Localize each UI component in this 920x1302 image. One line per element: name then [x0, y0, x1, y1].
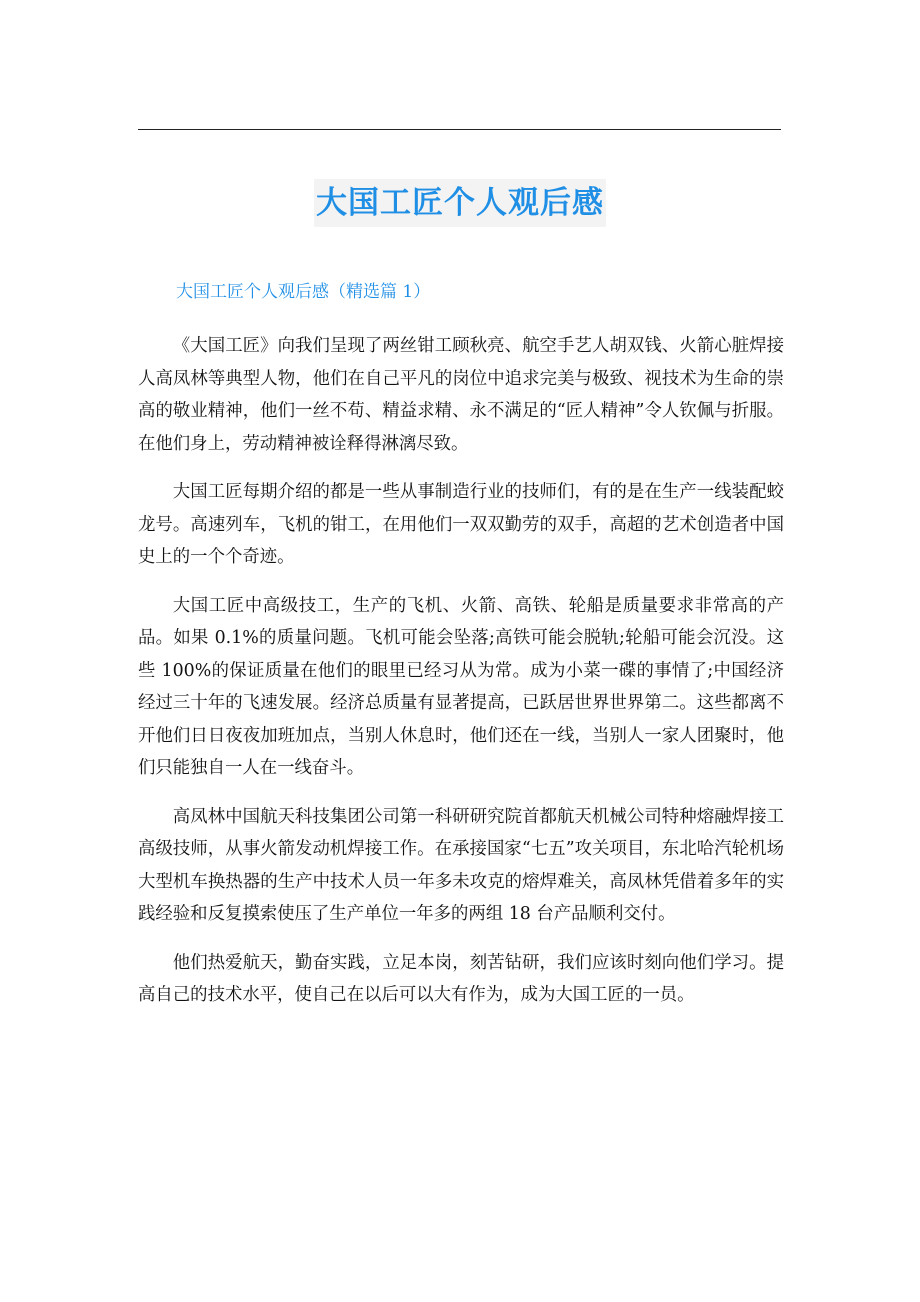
title-container [0, 158, 920, 248]
paragraph-1: 《大国工匠》向我们呈现了两丝钳工顾秋亮、航空手艺人胡双钱、火箭心脏焊接人高凤林等典型人物，他们在自己平凡的岗位中追求完美与极致、视技术为生命的崇高的敬业精神，他们一丝不苟、精益求精、永不满足的“匠人精神”令人钦佩与折服。在他们身上，劳动精神被诠释得淋漓尽致。 [138, 336, 784, 454]
paragraph-3: 大国工匠中高级技工，生产的飞机、火箭、高铁、轮船是质量要求非常高的产品。如果 0.1%的质量问题。飞机可能会坠落;高铁可能会脱轨;轮船可能会沉没。这些 100%的保证质量在他们的眼里已经习从为常。成为小菜一碟的事情了;中国经济经过三十年的飞速发展。经济总质量有显著提高，已跃居世界世界第二。这些都离不开他们日日夜夜加班加点，当别人休息时，他们还在一线，当别人一家人团聚时，他们只能独自一人在一线奋斗。 [138, 595, 784, 778]
paragraph-4: 高凤林中国航天科技集团公司第一科研研究院首都航天机械公司特种熔融焊接工高级技师，从事火箭发动机焊接工作。在承接国家“七五”攻关项目，东北哈汽轮机场大型机车换热器的生产中技术人员一年多未攻克的熔焊难关，高凤林凭借着多年的实践经验和反复摸索使压了生产单位一年多的两组 18 台产品顺利交付。 [138, 806, 784, 924]
document-title: 大国工匠个人观后感 [314, 179, 606, 227]
paragraph-2: 大国工匠每期介绍的都是一些从事制造行业的技师们，有的是在生产一线装配蛟龙号。高速列车，飞机的钳工，在用他们一双双勤劳的双手，高超的艺术创造者中国史上的一个个奇迹。 [138, 482, 784, 567]
header-divider [138, 129, 781, 130]
article-body [138, 330, 784, 1028]
section-heading: 大国工匠个人观后感（精选篇 1） [176, 282, 431, 302]
paragraph-5: 他们热爱航天，勤奋实践，立足本岗，刻苦钻研，我们应该时刻向他们学习。提高自己的技术水平，使自己在以后可以大有作为，成为大国工匠的一员。 [138, 952, 784, 1005]
